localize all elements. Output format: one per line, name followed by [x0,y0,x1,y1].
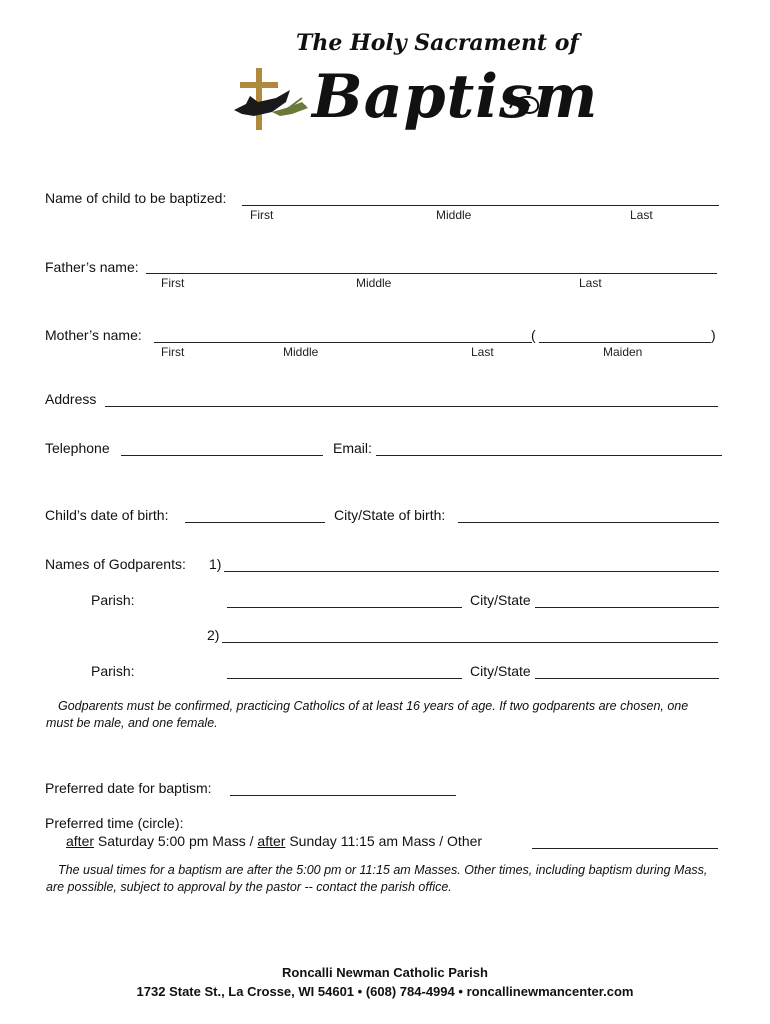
footer-website[interactable]: roncallinewmancenter.com [466,984,634,999]
godparent-1-city-field[interactable] [535,607,719,608]
father-middle-caption: Middle [356,276,392,290]
telephone-field[interactable] [121,455,323,456]
child-last-caption: Last [630,208,653,222]
godparents-label: Names of Godparents: [45,556,186,572]
flourish-ornament [506,90,546,120]
godparent-1-parish-field[interactable] [227,607,462,608]
godparents-note: Godparents must be confirmed, practicing Catholics of at least 16 years of age. If two godparents are chosen, one must be male, and one female. [46,699,689,730]
sunday-other-option[interactable]: Sunday 11:15 am Mass / Other [285,833,483,849]
mother-maiden-caption: Maiden [603,345,643,359]
preferred-date-field[interactable] [230,795,456,796]
birth-date-field[interactable] [185,522,325,523]
after-saturday-word[interactable]: after [66,833,95,849]
child-name-field[interactable] [242,205,719,206]
preferred-time-note: The usual times for a baptism are after the 5:00 pm or 11:15 am Masses. Other times, including baptism during Mass, are possible, subject to approval by the pastor -- contact the parish office. [46,863,708,894]
email-label: Email: [333,440,372,456]
telephone-label: Telephone [45,440,110,456]
preferred-time-options [66,833,482,849]
child-first-caption: First [250,208,274,222]
mother-paren-open: ( [531,327,536,343]
mother-middle-caption: Middle [283,345,319,359]
bullet-icon: • [357,984,363,999]
birth-date-label: Child’s date of birth: [45,507,169,523]
child-middle-caption: Middle [436,208,472,222]
godparent-1-city-label: City/State [470,592,531,608]
address-field[interactable] [105,406,718,407]
footer-parish-name: Roncalli Newman Catholic Parish [282,965,488,980]
preferred-date-label: Preferred date for baptism: [45,780,212,796]
address-label: Address [45,391,97,407]
after-sunday-word[interactable]: after [257,833,286,849]
godparent-1-parish-label: Parish: [91,592,135,608]
mother-last-caption: Last [471,345,494,359]
godparent-2-marker: 2) [207,627,220,643]
mother-paren-close: ) [711,327,716,343]
godparent-1-marker: 1) [209,556,222,572]
mother-name-field[interactable] [154,342,532,343]
form-title-word: Baptism [312,62,599,132]
footer-address: 1732 State St., La Crosse, WI 54601 [136,984,355,999]
saturday-option[interactable]: Saturday 5:00 pm Mass / [94,833,258,849]
other-time-field[interactable] [532,848,718,849]
godparent-1-name-field[interactable] [224,571,719,572]
mother-first-caption: First [161,345,185,359]
footer-phone: (608) 784-4994 [365,984,455,999]
godparent-2-parish-field[interactable] [227,678,462,679]
bullet-icon: • [458,984,463,999]
preferred-time-label: Preferred time (circle): [45,815,184,831]
godparent-2-city-label: City/State [470,663,531,679]
father-name-field[interactable] [146,273,717,274]
mother-name-label: Mother’s name: [45,327,142,343]
father-name-label: Father’s name: [45,259,139,275]
godparent-2-city-field[interactable] [535,678,719,679]
child-name-label: Name of child to be baptized: [45,190,227,206]
father-last-caption: Last [579,276,602,290]
mother-maiden-field[interactable] [539,342,711,343]
godparent-2-parish-label: Parish: [91,663,135,679]
birth-city-field[interactable] [458,522,719,523]
footer-contact [0,984,770,999]
email-field[interactable] [376,455,722,456]
birth-city-label: City/State of birth: [334,507,446,523]
father-first-caption: First [161,276,185,290]
godparent-2-name-field[interactable] [222,642,718,643]
form-title-line: The Holy Sacrament of [296,30,579,56]
